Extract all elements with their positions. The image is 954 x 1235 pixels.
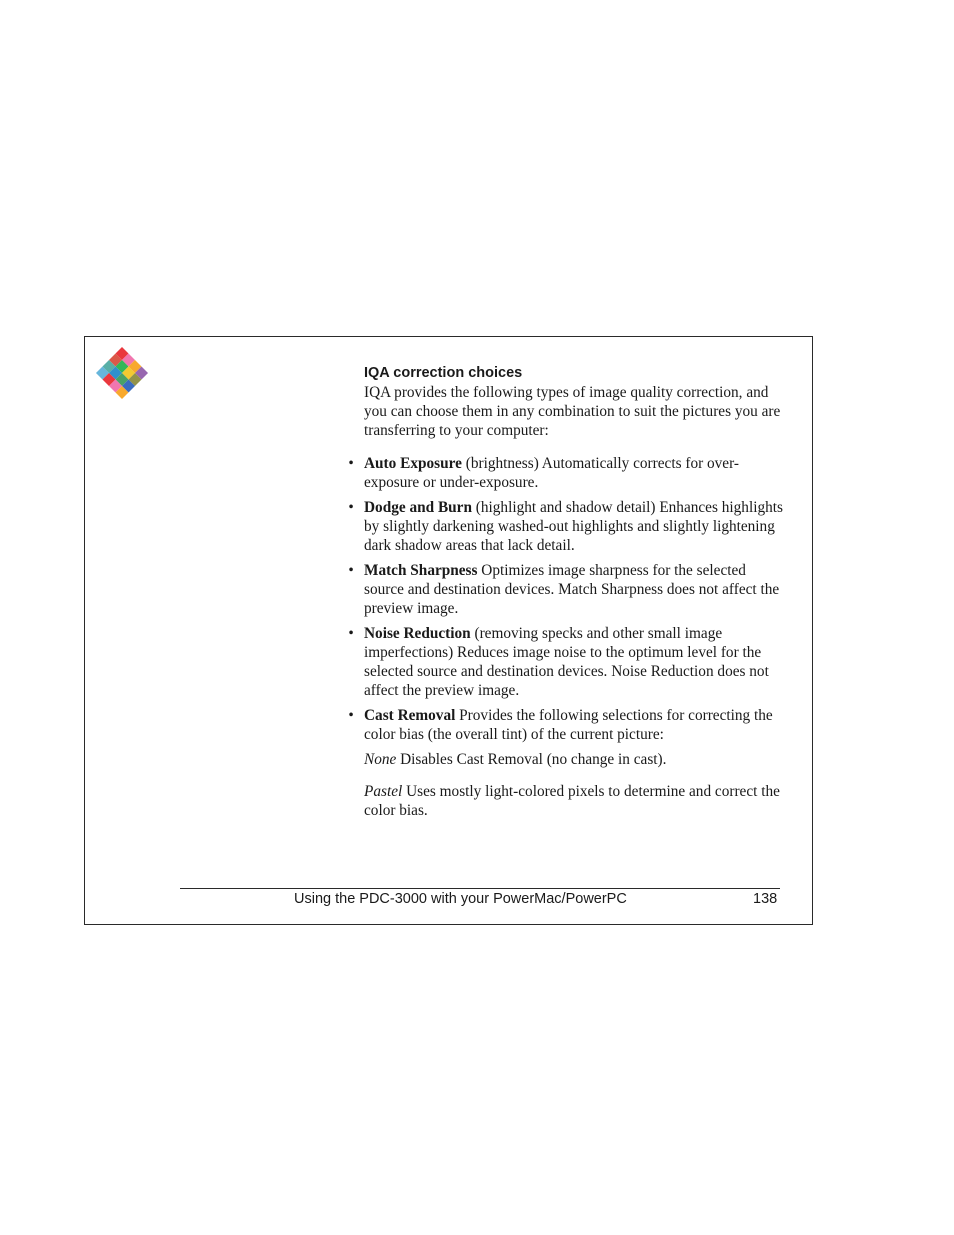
bullet: •	[348, 625, 354, 642]
section-intro: IQA provides the following types of image quality correction, and you can choose them in any combination to suit the pictures you are transferring to your computer:	[364, 384, 781, 439]
list-item	[348, 454, 784, 492]
footer-divider	[180, 888, 780, 889]
item-term: Cast Removal	[364, 707, 456, 724]
section-heading: IQA correction choices	[364, 365, 523, 381]
bullet: •	[348, 455, 354, 472]
item-term: Dodge and Burn	[364, 499, 472, 516]
list-item	[348, 706, 784, 820]
option-term: Pastel	[364, 783, 403, 800]
polaroid-diamond-logo-icon	[95, 346, 149, 400]
list-item	[348, 561, 784, 618]
page-number: 138	[753, 891, 778, 907]
item-text: (brightness) Automatically corrects for over-exposure or under-exposure.	[364, 455, 739, 491]
item-text: (removing specks and other small image imperfections) Reduces image noise to the optimum level for the selected source and destination devices. Noise Reduction does not affect the preview image.	[364, 625, 769, 699]
footer-title: Using the PDC-3000 with your PowerMac/PowerPC	[294, 891, 627, 907]
bullet: •	[348, 499, 354, 516]
item-term: Noise Reduction	[364, 625, 471, 642]
option-text: Uses mostly light-colored pixels to determine and correct the color bias.	[364, 783, 780, 819]
list-item	[348, 624, 784, 700]
option-term: None	[364, 751, 397, 768]
item-text: Provides the following selections for correcting the color bias (the overall tint) of the current picture:	[364, 707, 773, 743]
item-term: Auto Exposure	[364, 455, 462, 472]
main-content	[348, 364, 784, 833]
cast-option-pastel	[364, 782, 784, 820]
item-text: (highlight and shadow detail) Enhances highlights by slightly darkening washed-out highlights and slightly lightening dark shadow areas that lack detail.	[364, 499, 783, 554]
cast-options	[364, 750, 784, 820]
option-text: Disables Cast Removal (no change in cast).	[396, 751, 667, 768]
item-term: Match Sharpness	[364, 562, 478, 579]
bullet: •	[348, 562, 354, 579]
cast-option-none	[364, 750, 784, 769]
bullet: •	[348, 707, 354, 724]
item-text: Optimizes image sharpness for the selected source and destination devices. Match Sharpness does not affect the preview image.	[364, 562, 780, 617]
logo-tiles	[96, 347, 148, 399]
list-item	[348, 498, 784, 555]
correction-choices-list	[348, 454, 784, 820]
